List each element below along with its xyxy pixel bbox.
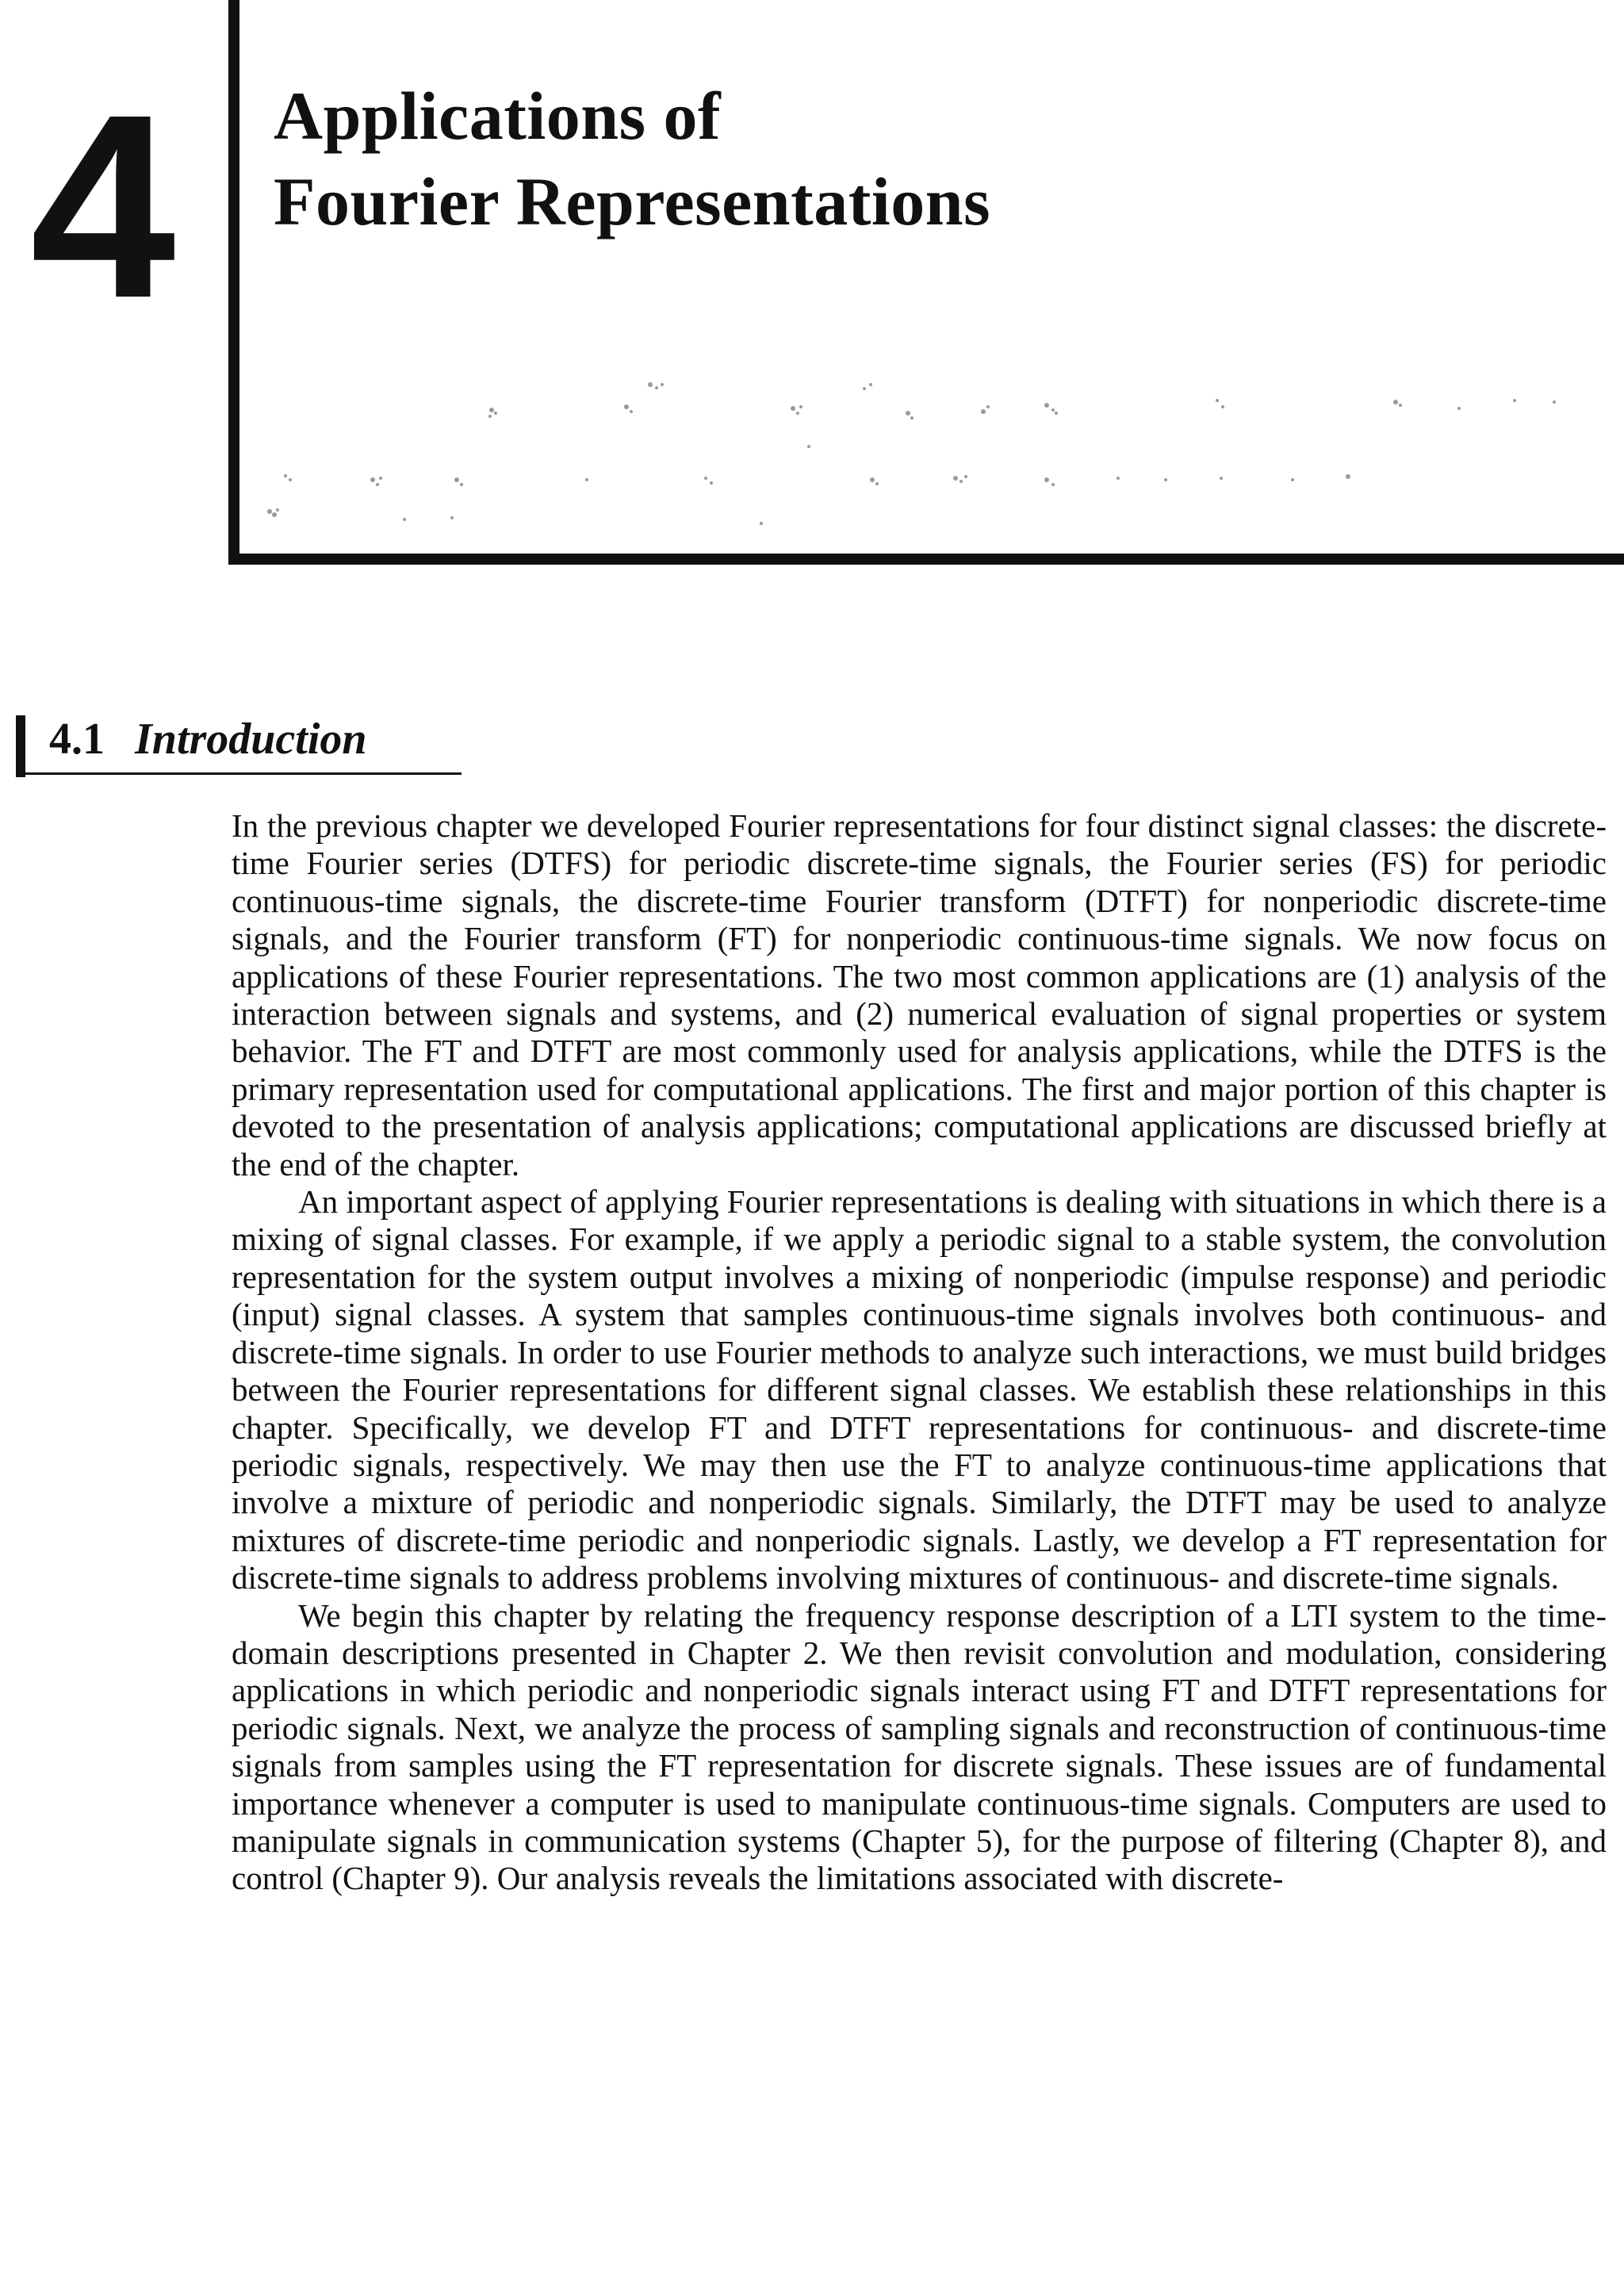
body-text (232, 807, 1607, 1898)
decorative-speckle-band (254, 361, 1602, 539)
section-underline (16, 772, 462, 775)
section-title: Introduction (135, 715, 367, 764)
section-heading (49, 707, 367, 771)
section-number: 4.1 (49, 715, 105, 764)
paragraph-2: An important aspect of applying Fourier representations is dealing with situations in which there is a mixing of signal classes. For example, if we apply a periodic signal to a stable system, the convolution representation for the system output involves a mixing of nonperiodic (impulse response) and periodic (input) signal classes. A system that samples continuous-time signals involves both continuous- and discrete-time signals. In order to use Fourier methods to analyze such interactions, we must build bridges between the Fourier representations for different signal classes. We establish these relationships in this chapter. Specifically, we develop FT and DTFT representations for continuous- and discrete-time periodic signals, respectively. We may then use the FT to analyze continuous-time applications that involve a mixture of periodic and nonperiodic signals. Similarly, the DTFT may be used to analyze mixtures of discrete-time periodic and nonperiodic signals. Lastly, we develop a FT representation for discrete-time signals to address problems involving mixtures of continuous- and discrete-time signals. (232, 1183, 1607, 1596)
chapter-number: 4 (30, 59, 171, 352)
chapter-title-line-1: Applications of (274, 78, 722, 154)
paragraph-3: We begin this chapter by relating the frequency response description of a LTI system to the time-domain descriptions presented in Chapter 2. We then revisit convolution and modulation, considering applications in which periodic and nonperiodic signals interact using FT and DTFT representations for periodic signals. Next, we analyze the process of sampling signals and reconstruction of continuous-time signals from samples using the FT representation for discrete signals. These issues are of fundamental importance whenever a computer is used to manipulate continuous-time signals. Computers are used to manipulate signals in communication systems (Chapter 5), for the purpose of filtering (Chapter 8), and control (Chapter 9). Our analysis reveals the limitations associated with discrete- (232, 1596, 1607, 1897)
paragraph-1: In the previous chapter we developed Fourier representations for four distinct signal classes: the discrete-time Fourier series (DTFS) for periodic discrete-time signals, the Fourier series (FS) for periodic continuous-time signals, the discrete-time Fourier transform (DTFT) for nonperiodic discrete-time signals, and the Fourier transform (FT) for nonperiodic continuous-time signals. We now focus on applications of these Fourier representations. The two most common applications are (1) analysis of the interaction between signals and systems, and (2) numerical evaluation of signal properties or system behavior. The FT and DTFT are most commonly used for analysis applications, while the DTFS is the primary representation used for computational applications. The first and major portion of this chapter is devoted to the presentation of analysis applications; computational applications are discussed briefly at the end of the chapter. (232, 807, 1607, 1182)
chapter-title (274, 73, 990, 244)
chapter-rule-vertical (228, 0, 239, 565)
chapter-title-line-2: Fourier Representations (274, 163, 991, 240)
section-marker (16, 715, 25, 777)
chapter-rule-horizontal (228, 554, 1624, 565)
